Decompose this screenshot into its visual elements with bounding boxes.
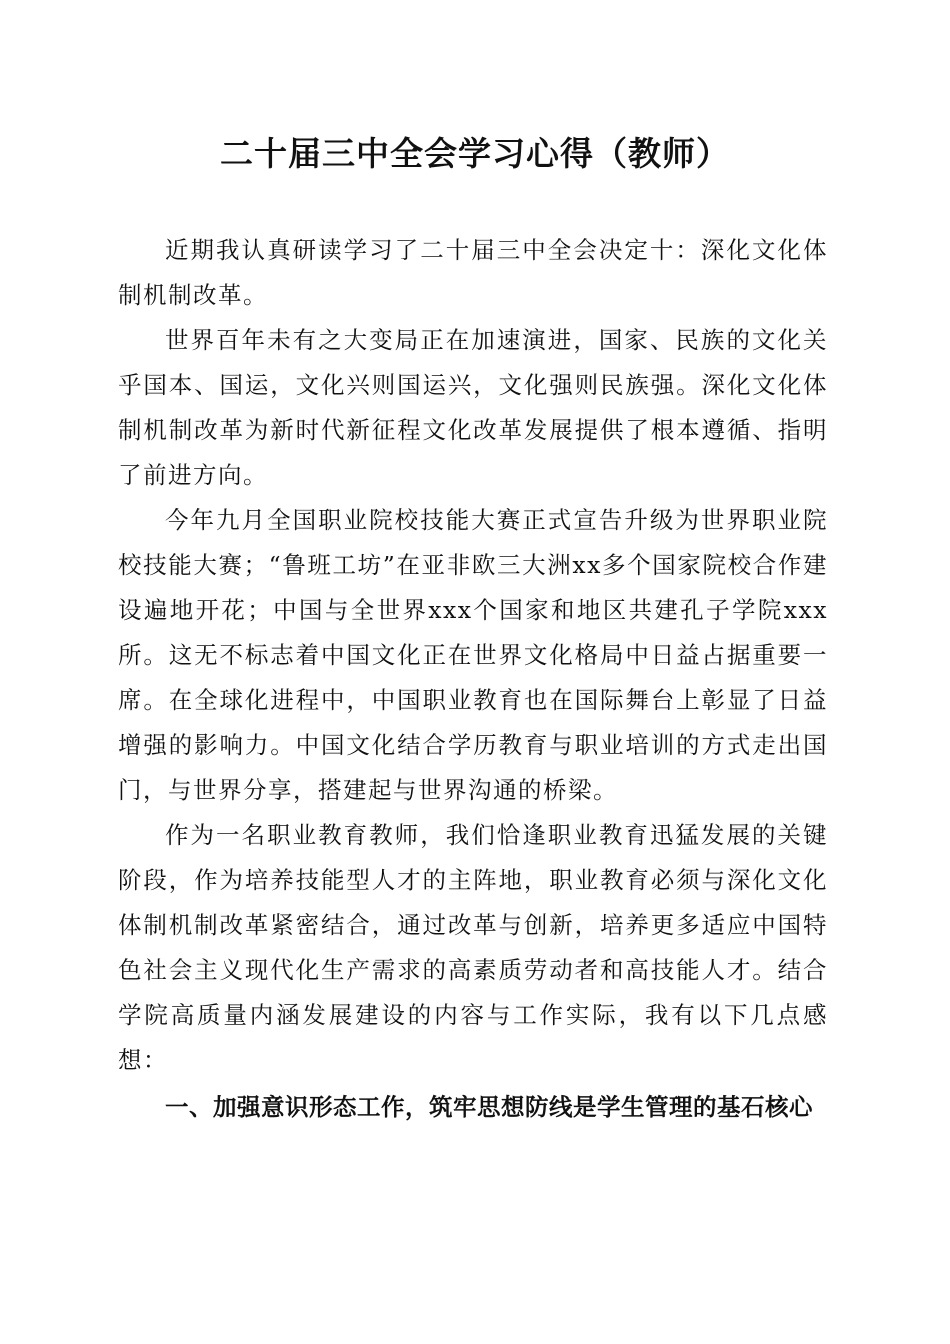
paragraph-teacher-role: 作为一名职业教育教师，我们恰逢职业教育迅猛发展的关键阶段，作为培养技能型人才的主阵地，职业教育必须与深化文化体制机制改革紧密结合，通过改革与创新，培养更多适应中国特色社会主义现代化生产需求的高素质劳动者和高技能人才。结合学院高质量内涵发展建设的内容与工作实际，我有以下几点感想： (118, 821, 828, 1074)
paragraph-intro: 近期我认真研读学习了二十届三中全会决定十：深化文化体制机制改革。 (118, 236, 828, 309)
document-title: 二十届三中全会学习心得（教师） (220, 134, 730, 173)
paragraph-world-change: 世界百年未有之大变局正在加速演进，国家、民族的文化关乎国本、国运，文化兴则国运兴，文化强则民族强。深化文化体制机制改革为新时代新征程文化改革发展提供了根本遵循、指明了前进方向。 (118, 326, 828, 489)
section-heading: 一、加强意识形态工作，筑牢思想防线是学生管理的基石核心 (165, 1093, 813, 1121)
paragraph-vocational-competition: 今年九月全国职业院校技能大赛正式宣告升级为世界职业院校技能大赛；“鲁班工坊”在亚非欧三大洲xx多个国家院校合作建设遍地开花；中国与全世界xxx个国家和地区共建孔子学院xxx所。这无不标志着中国文化正在世界文化格局中日益占据重要一席。在全球化进程中，中国职业教育也在国际舞台上彰显了日益增强的影响力。中国文化结合学历教育与职业培训的方式走出国门，与世界分享，搭建起与世界沟通的桥梁。 (118, 506, 828, 804)
document-body (118, 228, 828, 1130)
